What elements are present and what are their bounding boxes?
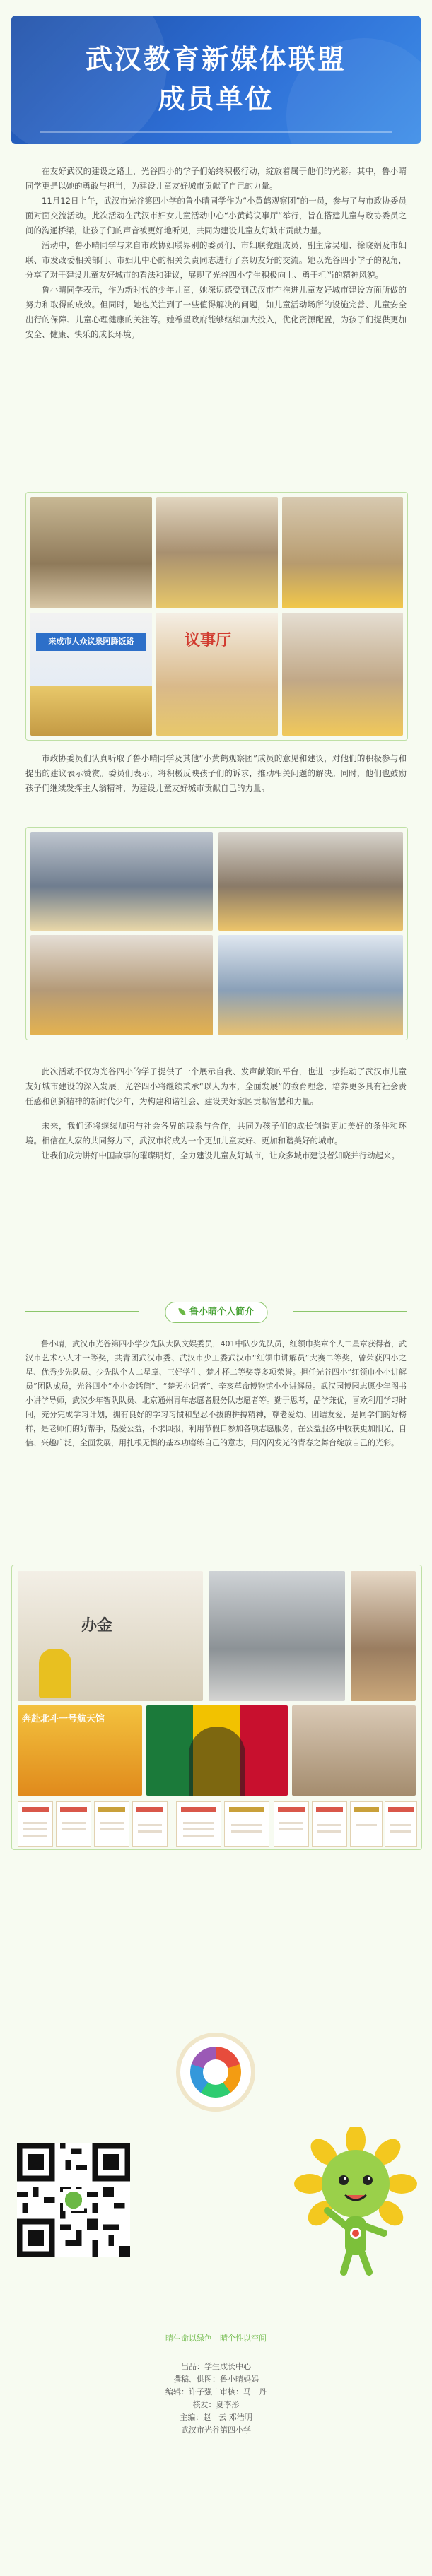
footer-slogan: 晴生命以绿色 晴个性以空间 xyxy=(165,2334,267,2343)
article-paragraph: 未来，我们还将继续加强与社会各界的联系与合作，共同为孩子们的成长创造更加美好的条件和环境。相信在大家的共同努力下，武汉市将成为一个更加儿童友好、更加和谐美好的城市。 xyxy=(25,1121,407,1146)
certificate xyxy=(56,1801,91,1847)
activity-photo xyxy=(156,613,278,736)
mascot-illustration xyxy=(288,2127,423,2279)
photo-grid-2 xyxy=(25,827,408,1040)
activity-photo-banner xyxy=(30,613,152,736)
certificate xyxy=(312,1801,347,1847)
credit-line: 武汉市光谷第四小学 xyxy=(181,2425,251,2435)
certificate xyxy=(176,1801,221,1847)
activity-photo xyxy=(156,497,278,608)
article-paragraph: 此次活动不仅为光谷四小的学子提供了一个展示自我、发声献策的平台，也进一步推动了武汉市儿童友好城市建设的深入发展。光谷四小将继续秉承“以人为本，全面发展”的教育理念，培养更多具有社会责任感和创新精神的新时代少年，为构建和谐社会、建设美好家园贡献智慧和力量。 xyxy=(25,1066,407,1106)
credit-line: 编辑：许子强丨审核：马 丹 xyxy=(165,2387,267,2396)
certificate xyxy=(132,1801,168,1847)
article-paragraph: 活动中，鲁小晴同学与来自市政协妇联界别的委员们、市妇联党组成员、副主席吴珊、徐晓娟及市妇联、市发改委相关部门、市妇儿中心的相关负责同志进行了亲切友好的交流。她以光谷四小学子的视角，分享了对于建设儿童友好城市的看法和建议，展现了光谷四小学生积极向上、勇于担当的精神风貌。 xyxy=(25,240,407,280)
header-title-line2: 成员单位 xyxy=(158,83,274,114)
header-title xyxy=(11,40,421,119)
article-paragraph: 在友好武汉的建设之路上，光谷四小的学子们始终积极行动，绽放着属于他们的光彩。其中，鲁小晴同学更是以她的勇敢与担当，为建设儿童友好城市贡献了自己的力量。 xyxy=(25,166,407,191)
article-paragraph: 市政协委员们认真听取了鲁小晴同学及其他“小黄鹤观察团”成员的意见和建议，对他们的积极参与和提出的建议表示赞赏。委员们表示，将积极反映孩子们的诉求，推动相关问题的解决。同时，他们也鼓励孩子们继续发挥主人翁精神，为建设儿童友好城市贡献自己的力量。 xyxy=(25,753,407,793)
header-divider xyxy=(40,131,392,133)
activity-photo xyxy=(30,497,152,608)
credit-line: 主编：赵 云 邓浩明 xyxy=(180,2413,252,2422)
activity-photo xyxy=(30,832,213,931)
activity-photo xyxy=(30,935,213,1035)
profile-photo xyxy=(18,1571,203,1701)
profile-photo xyxy=(146,1705,288,1796)
qr-code-icon[interactable] xyxy=(17,2143,130,2257)
profile-photo-grid xyxy=(11,1565,422,1850)
certificate xyxy=(350,1801,383,1847)
article-paragraph: 鲁小晴同学表示，作为新时代的少年儿童，她深切感受到武汉市在推进儿童友好城市建设方面所做的努力和取得的成效。但同时，她也关注到了一些值得解决的问题，如儿童活动场所的设施完善、儿童安全出行的保障、儿童心理健康的关注等。她希望政府能够继续加大投入，优化资源配置，为孩子们提供更加安全、健康、快乐的成长环境。 xyxy=(25,285,407,339)
article-paragraph: 11月12日上午，武汉市光谷第四小学的鲁小晴同学作为“小黄鹤观察团”的一员，参与了与市政协委员面对面交流活动。此次活动在武汉市妇女儿童活动中心“小黄鹤议事厅”举行，旨在搭建儿童与政协委员之间的沟通桥梁，让孩子们的声音被更好地听见，共同为建设儿童友好城市贡献力量。 xyxy=(25,196,407,235)
photo-caption: 奔赴北斗一号航天馆 xyxy=(22,1714,105,1724)
profile-section-title: 鲁小晴个人简介 xyxy=(165,1302,267,1323)
footer-credits xyxy=(0,2360,432,2437)
profile-photo xyxy=(351,1571,416,1701)
article-response xyxy=(25,751,407,796)
profile-section-header xyxy=(11,1302,421,1322)
profile-photo xyxy=(209,1571,345,1701)
article-paragraph: 让我们成为讲好中国故事的璀璨明灯，全力建设儿童友好城市，让众多城市建设者知晓并行动起来。 xyxy=(42,1151,399,1160)
credit-line: 撰稿、供图：鲁小晴妈妈 xyxy=(173,2375,259,2384)
certificate xyxy=(224,1801,269,1847)
activity-photo xyxy=(282,497,403,608)
divider xyxy=(293,1311,407,1312)
article-conclusion xyxy=(25,1064,407,1163)
certificate xyxy=(274,1801,309,1847)
activity-photo xyxy=(218,832,403,931)
header-banner xyxy=(11,16,421,144)
activity-photo xyxy=(218,935,403,1035)
leaf-icon xyxy=(178,1308,185,1315)
photo-grid-1 xyxy=(25,492,408,741)
profile-photo xyxy=(292,1705,416,1796)
profile-text xyxy=(25,1337,407,1450)
credit-line: 核发：夏李彤 xyxy=(192,2400,240,2409)
certificate xyxy=(18,1801,53,1847)
banner-text: 议事厅 xyxy=(185,631,232,649)
activity-photo xyxy=(282,613,403,736)
article-intro xyxy=(25,164,407,342)
photo-caption: 办金 xyxy=(81,1616,113,1635)
profile-photo xyxy=(18,1705,142,1796)
certificate xyxy=(385,1801,417,1847)
certificate xyxy=(94,1801,129,1847)
header-title-line1: 武汉教育新媒体联盟 xyxy=(85,44,346,75)
banner-text: 来成市人众议泉阿腾饭路 xyxy=(36,633,146,651)
divider xyxy=(25,1311,139,1312)
credit-line: 出品：学生成长中心 xyxy=(181,2362,251,2371)
profile-paragraph: 鲁小晴，武汉市光谷第四小学少先队大队文娱委员，401中队少先队员，红领巾奖章个人二星章获得者，武汉市艺术小人才一等奖，共青团武汉市委、武汉市少工委武汉市“红领巾讲解员”大赛二等奖，曾荣获四小之星、优秀少先队员、少先队个人二星章、三好学生、楚才杯二等奖等多项荣誉。担任光谷四小“红领巾小小讲解员”团队成员，光谷四小“小小金话筒”、“楚天小记者”、辛亥革命博物馆小小讲解员。武汉园博园志愿少年图书小讲学导师，武汉少年智队队员、北京通州青年志愿者服务队志愿者等。勤于思考，品学兼优，喜欢利用学习时间，充分完成学习计划，拥有良好的学习习惯和坚忍不拔的拼搏精神，尊老爱幼、团结友爱，是同学们的好榜样，是老师们的好帮手，热爱公益，不求回报，利用节假日参加各项志愿服务，在公益服务中收获更加阳光、自信、兴趣广泛，全面发展，用扎根无惧的基本功磨练自己的意志，用闪闪发光的青春之舞台绽放自己的光彩。 xyxy=(25,1339,407,1447)
school-logo-icon xyxy=(176,2033,255,2112)
